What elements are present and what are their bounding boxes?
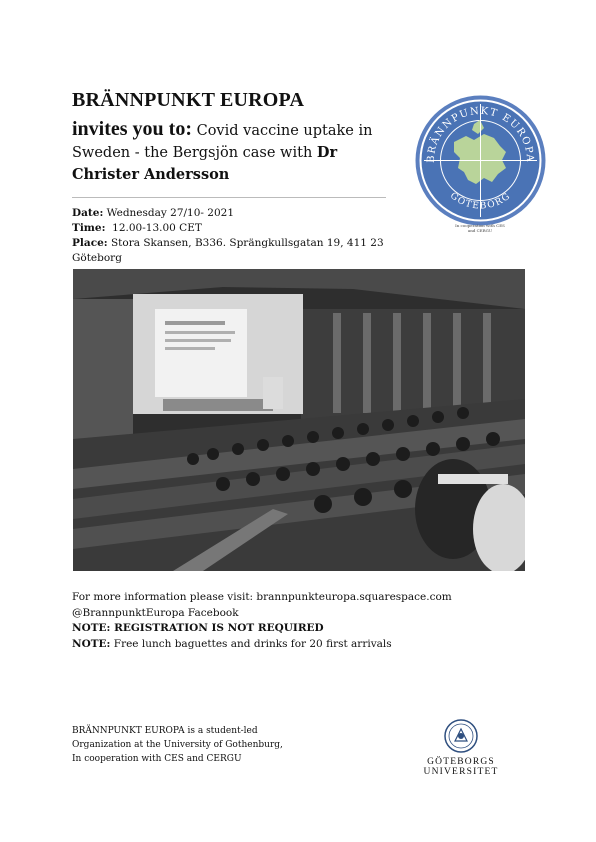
footer-text: BRÄNNPUNKT EUROPA is a student-led Organization at the University of Gothenburg, In cooperation with CES and CERGU: [72, 726, 283, 764]
place-row: Place: Stora Skansen, B336. Sprängkullsgatan 19, 411 23 Göteborg: [72, 237, 384, 264]
university-name: GÖTEBORGS UNIVERSITET: [423, 757, 499, 777]
invites-heading: invites you to:: [72, 118, 192, 140]
registration-note: NOTE: REGISTRATION IS NOT REQUIRED: [72, 622, 324, 634]
info-facebook-line: @BrannpunktEuropa Facebook: [72, 606, 239, 619]
date-row: Date: Wednesday 27/10- 2021: [72, 207, 235, 219]
svg-text:BRÄNNPUNKT EUROPA: BRÄNNPUNKT EUROPA: [425, 105, 536, 164]
info-section: [72, 590, 532, 652]
time-row: Time: 12.00-13.00 CET: [72, 222, 202, 234]
divider: [72, 197, 386, 198]
brand-name: BRÄNNPUNKT EUROPA: [72, 89, 305, 111]
brannpunkt-europa-logo: [414, 94, 547, 227]
speaker-name: Dr Christer Andersson: [72, 144, 338, 183]
info-website-line: For more information please visit: brannpunkteuropa.squarespace.com: [72, 591, 452, 603]
event-details: [72, 206, 392, 266]
title-block: [72, 88, 402, 186]
event-topic: Covid vaccine uptake in Sweden - the Bergsjön case with: [72, 123, 373, 161]
lunch-note: NOTE: Free lunch baguettes and drinks for 20 first arrivals: [72, 637, 392, 650]
university-seal-icon: [444, 719, 478, 753]
logo-caption: In cooperation with CES and CERGU: [455, 223, 505, 233]
invitation-text: [72, 118, 402, 186]
lecture-hall-photo: [73, 269, 525, 571]
svg-text:GÖTEBORG: GÖTEBORG: [447, 190, 514, 212]
